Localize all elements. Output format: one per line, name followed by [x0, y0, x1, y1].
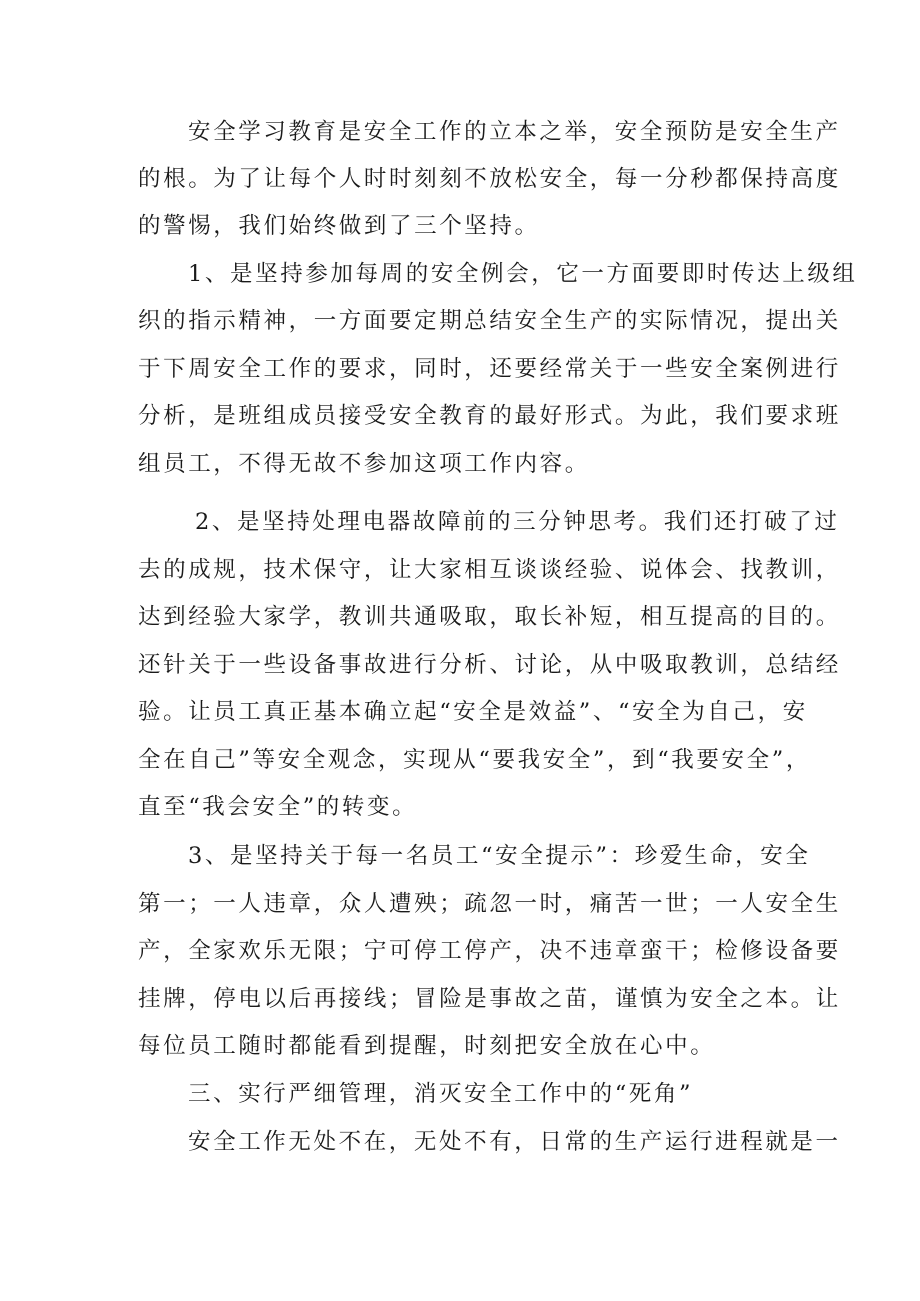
- text-line: 直至“我会安全”的转变。: [138, 794, 418, 820]
- text-line: 安全学习教育是安全工作的立本之举，安全预防是安全生产: [188, 119, 841, 145]
- text-line: 2、是坚持处理电器故障前的三分钟思考。我们还打破了过: [195, 509, 840, 535]
- text-line: 产，全家欢乐无限；宁可停工停产，决不违章蛮干；检修设备要: [138, 938, 841, 964]
- text-line: 分析，是班组成员接受安全教育的最好形式。为此，我们要求班: [138, 403, 841, 429]
- text-line: 每位员工随时都能看到提醒，时刻把安全放在心中。: [138, 1033, 716, 1059]
- section-heading: 三、实行严细管理，消灭安全工作中的“死角”: [188, 1081, 694, 1107]
- text-line: 的警惕，我们始终做到了三个坚持。: [138, 213, 540, 239]
- text-line: 验。让员工真正基本确立起“安全是效益”、“安全为自己，安: [138, 699, 808, 725]
- text-line: 第一；一人违章，众人遭殃；疏忽一时，痛苦一世；一人安全生: [138, 891, 841, 917]
- text-line: 达到经验大家学，教训共通吸取，取长补短，相互提高的目的。: [138, 604, 841, 630]
- text-line: 的根。为了让每个人时时刻刻不放松安全，每一分秒都保持高度: [138, 166, 841, 192]
- text-line: 安全工作无处不在，无处不有，日常的生产运行进程就是一: [188, 1129, 841, 1155]
- text-line: 1、是坚持参加每周的安全例会，它一方面要即时传达上级组: [188, 261, 858, 287]
- text-line: 织的指示精神，一方面要定期总结安全生产的实际情况，提出关: [138, 308, 841, 334]
- text-line: 组员工，不得无故不参加这项工作内容。: [138, 451, 590, 477]
- text-line: 去的成规，技术保守，让大家相互谈谈经验、说体会、找教训，: [138, 557, 841, 583]
- text-line: 于下周安全工作的要求，同时，还要经常关于一些安全案例进行: [138, 356, 841, 382]
- text-line: 全在自己”等安全观念，实现从“要我安全”，到“我要安全”，: [138, 747, 811, 773]
- text-line: 还针关于一些设备事故进行分析、讨论，从中吸取教训，总结经: [138, 652, 841, 678]
- text-line: 3、是坚持关于每一名员工“安全提示”：珍爱生命，安全: [188, 843, 811, 869]
- text-line: 挂牌，停电以后再接线；冒险是事故之苗，谨慎为安全之本。让: [138, 986, 841, 1012]
